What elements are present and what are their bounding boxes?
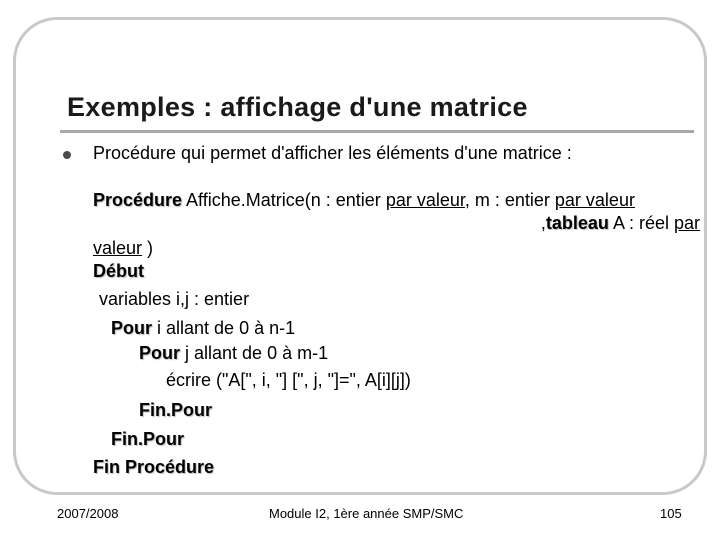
keyword-fin-procedure: Fin Procédure <box>93 457 215 477</box>
title-underline <box>60 130 694 133</box>
keyword-finpour: Fin.Pour <box>139 400 212 420</box>
slide-title: Exemples : affichage d'une matrice <box>67 92 528 122</box>
keyword-tableau: tableau <box>545 213 609 233</box>
code-text: Affiche.Matrice(n : entier <box>182 190 386 210</box>
code-text: j allant de 0 à m-1 <box>180 343 329 363</box>
code-text: A : réel <box>608 213 674 233</box>
footer-page-number: 105 <box>660 506 682 521</box>
code-line-finpour-inner <box>139 399 212 421</box>
intro-text: Procédure qui permet d'afficher les éléments d'une matrice : <box>93 143 572 163</box>
code-line-header <box>93 189 635 211</box>
code-text: , m : entier <box>464 190 555 210</box>
code-line-finpour-outer <box>111 428 184 450</box>
param-mode: par <box>673 213 700 233</box>
keyword-procedure: Procédure <box>93 190 183 210</box>
code-line-pour-j <box>139 342 328 364</box>
code-line-pour-i <box>111 317 295 339</box>
code-line-header-end <box>93 237 153 259</box>
code-line-fin-procedure <box>93 456 214 478</box>
keyword-pour: Pour <box>139 343 181 363</box>
keyword-finpour: Fin.Pour <box>111 429 184 449</box>
param-mode: par valeur <box>385 190 465 210</box>
keyword-debut: Début <box>93 261 144 281</box>
code-text: ) <box>142 238 154 258</box>
param-mode: valeur <box>93 238 143 258</box>
footer-course: Module I2, 1ère année SMP/SMC <box>269 506 464 521</box>
param-mode: par valeur <box>554 190 635 210</box>
keyword-pour: Pour <box>111 318 153 338</box>
footer-date: 2007/2008 <box>57 506 119 521</box>
code-line-header-cont <box>541 212 700 234</box>
code-line-variables: variables i,j : entier <box>99 289 250 309</box>
bullet-icon <box>63 151 71 159</box>
code-line-ecrire: écrire ("A[", i, "] [", j, "]=", A[i][j]) <box>166 370 411 390</box>
code-text: , <box>540 213 546 233</box>
code-text: i allant de 0 à n-1 <box>152 318 296 338</box>
code-line-debut <box>93 260 144 282</box>
